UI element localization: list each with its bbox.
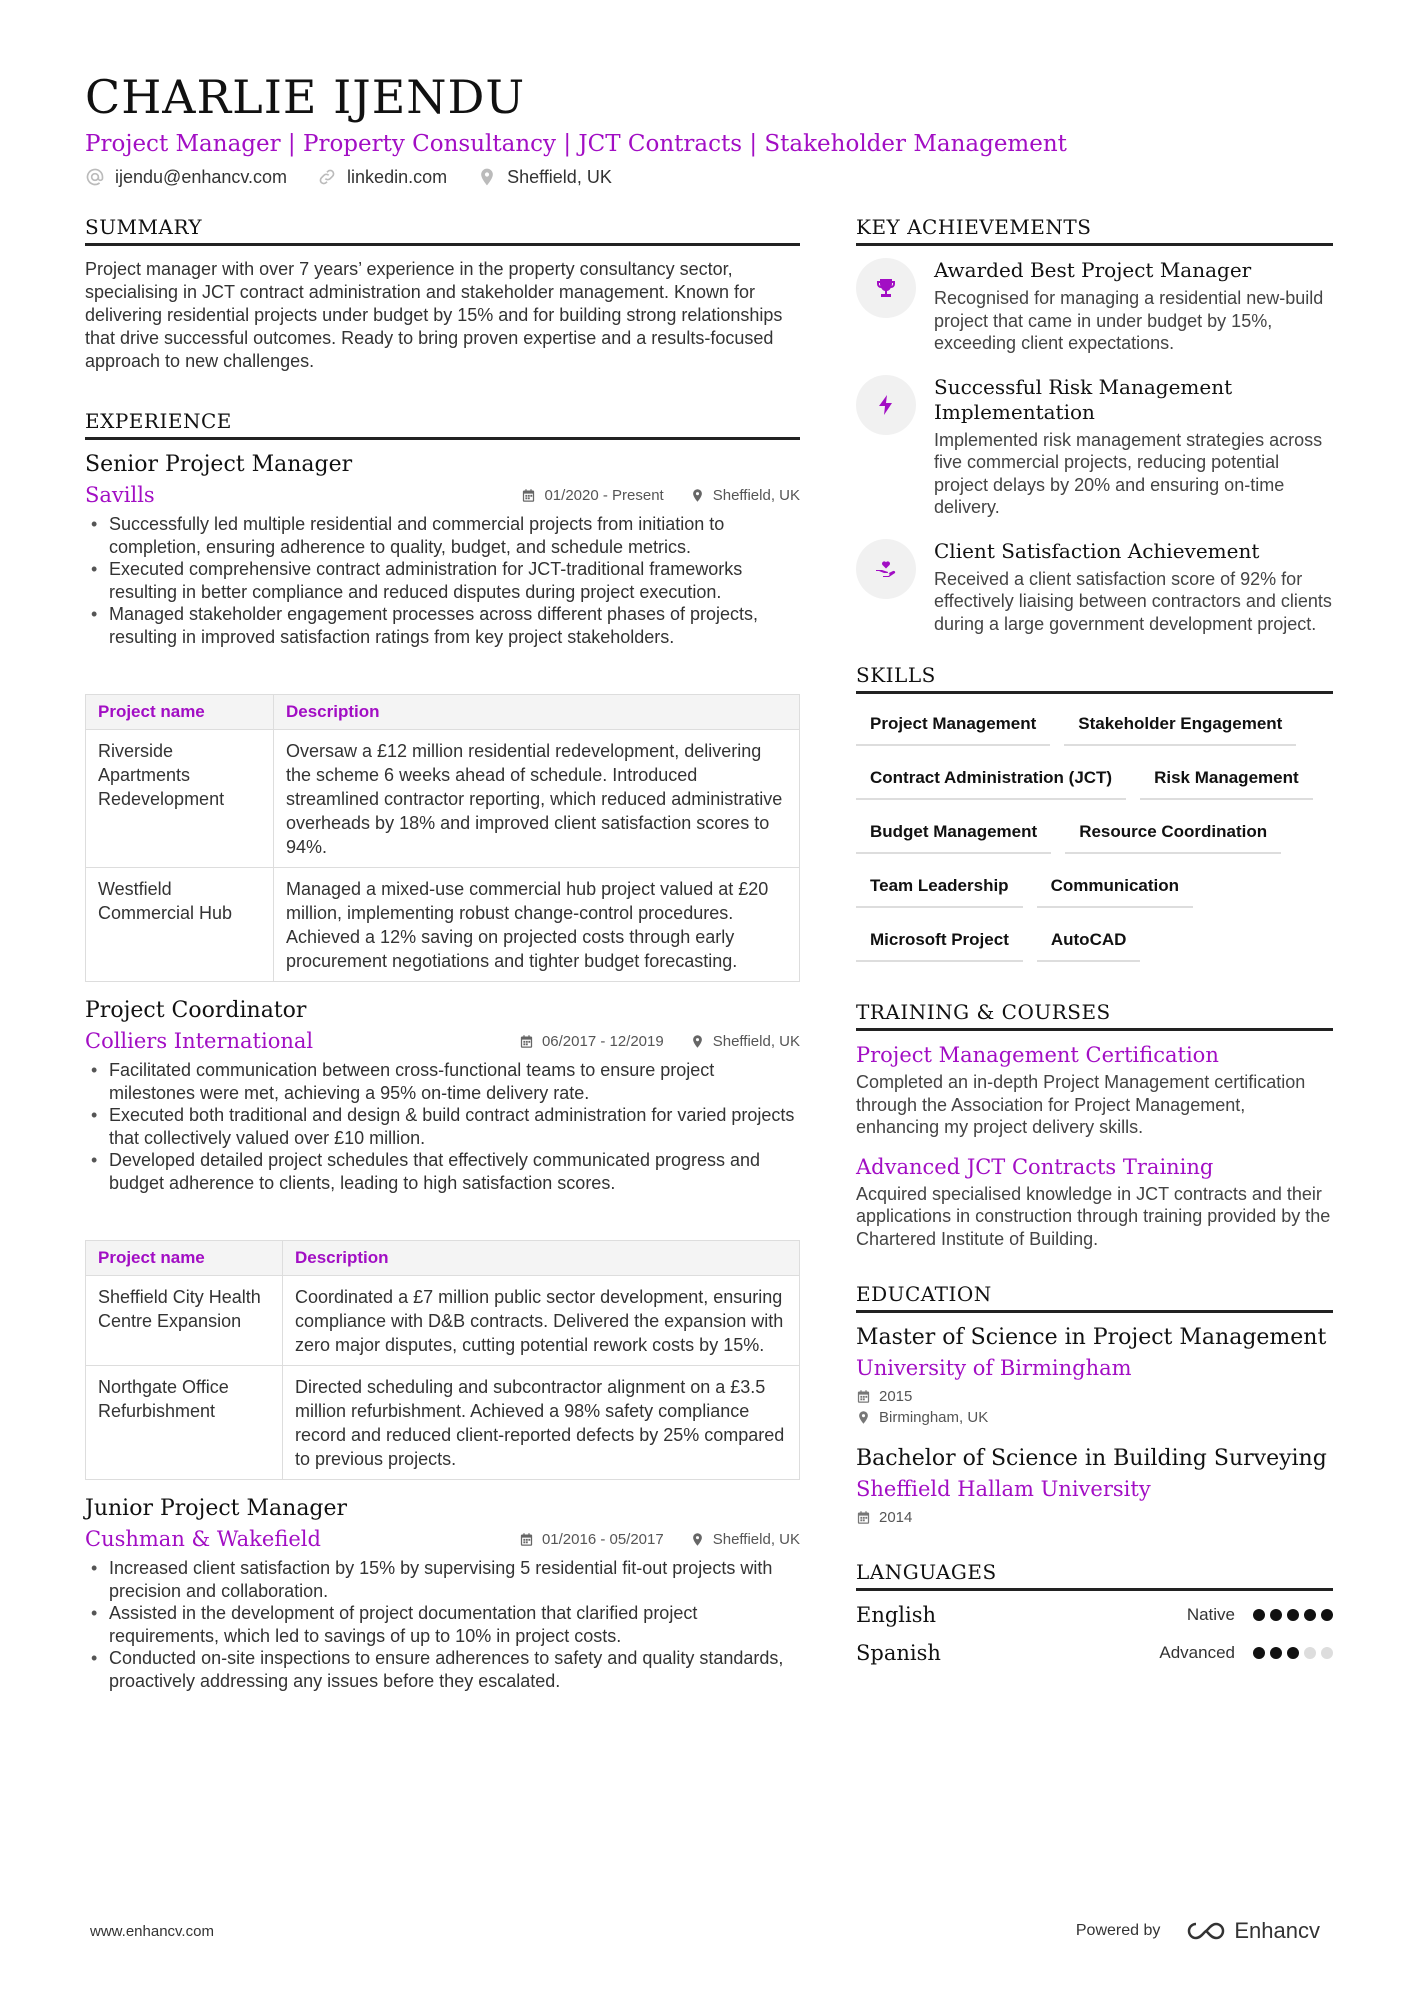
skill-tag: Microsoft Project	[856, 922, 1023, 962]
skill-tag: AutoCAD	[1037, 922, 1141, 962]
language-name: English	[856, 1603, 937, 1627]
resume-header	[85, 72, 1325, 188]
summary-text: Project manager with over 7 years’ experience in the property consultancy sector, specialising in JCT contract administration and stakeholder management. Known for delivering residential projects under budget by 15% and for building strong relationships that drive successful outcomes. Ready to bring proven expertise and a results-focused approach to new challenges.	[85, 259, 783, 371]
training-heading: TRAINING & COURSES	[856, 1000, 1333, 1031]
location-pin-icon	[477, 167, 497, 187]
job-title: Junior Project Manager	[85, 1496, 348, 1521]
project-desc-cell: Directed scheduling and subcontractor alignment on a £3.5 million refurbishment. Achieved a 98% safety compliance record and reduced client-reported defects by 25% compared to previous projects.	[283, 1366, 800, 1480]
education-item	[856, 1325, 1333, 1426]
powered-by-label: Powered by	[1075, 1922, 1161, 1939]
project-desc-cell: Oversaw a £12 million residential redevelopment, delivering the scheme 6 weeks ahead of schedule. Introduced streamlined contractor reporting, which reduced administrative overheads by 18% and improved client satisfaction scores to 94%.	[274, 730, 800, 868]
achievement-item	[856, 258, 1333, 355]
achievement-item	[856, 375, 1333, 519]
page-footer	[90, 1918, 1320, 1944]
calendar-icon	[521, 488, 536, 503]
dot-filled	[1253, 1647, 1265, 1659]
dot-filled	[1321, 1609, 1333, 1621]
dot-filled	[1253, 1609, 1265, 1621]
dot-filled	[1304, 1609, 1316, 1621]
job-location	[690, 1033, 800, 1050]
email-text: ijendu@enhancv.com	[115, 166, 288, 187]
skills-heading: SKILLS	[856, 663, 1333, 694]
project-name-cell: Northgate Office Refurbishment	[86, 1366, 283, 1480]
location-text: Sheffield, UK	[507, 166, 612, 187]
bullet-item: • Executed both traditional and design & build contract administration for varied projects that collectively valued over £10 million.	[85, 1104, 800, 1149]
course-item	[856, 1155, 1333, 1251]
degree-title: Master of Science in Project Management	[856, 1325, 1327, 1350]
education-item	[856, 1446, 1333, 1526]
lightning-icon	[874, 393, 898, 417]
education-year	[856, 1509, 1333, 1526]
project-name-cell: Sheffield City Health Centre Expansion	[86, 1276, 283, 1366]
dot-filled	[1287, 1609, 1299, 1621]
location-pin-icon	[690, 488, 705, 503]
project-desc-cell: Managed a mixed-use commercial hub project valued at £20 million, implementing robust change-control procedures. Achieved a 12% saving on projected costs through early procurement negotiations and tighter budget forecasting.	[274, 868, 800, 982]
bullet-item: • Executed comprehensive contract administration for JCT-traditional frameworks resulting in better compliance and reduced disputes during project execution.	[85, 558, 800, 603]
achievements-heading: KEY ACHIEVEMENTS	[856, 215, 1333, 246]
skill-tag: Team Leadership	[856, 868, 1023, 908]
job-location-text: Sheffield, UK	[712, 1032, 800, 1050]
job-dates-text: 01/2016 - 05/2017	[541, 1530, 664, 1548]
skill-tag: Contract Administration (JCT)	[856, 760, 1126, 800]
experience-heading: EXPERIENCE	[85, 409, 800, 440]
proficiency-dots	[1253, 1647, 1333, 1659]
school-name: University of Birmingham	[856, 1356, 1132, 1380]
achievement-desc: Received a client satisfaction score of 92% for effectively liaising between contractors and clients during a large government development project.	[934, 568, 1332, 634]
skill-tag: Resource Coordination	[1065, 814, 1281, 854]
column-header-project-name: Project name	[86, 695, 274, 730]
course-desc: Acquired specialised knowledge in JCT contracts and their applications in construction through training provided by the Chartered Institute of Building.	[856, 1183, 1331, 1249]
dot-empty	[1304, 1647, 1316, 1659]
candidate-name: CHARLIE IJENDU	[85, 70, 526, 124]
skill-tag: Project Management	[856, 706, 1050, 746]
dot-filled	[1270, 1647, 1282, 1659]
education-year-text: 2015	[879, 1388, 913, 1405]
education-location-text: Birmingham, UK	[879, 1409, 989, 1426]
degree-title: Bachelor of Science in Building Surveying	[856, 1446, 1327, 1471]
job-location-text: Sheffield, UK	[712, 1530, 800, 1548]
table-row	[86, 1366, 800, 1480]
language-level: Advanced	[1159, 1643, 1235, 1662]
contact-bar	[85, 167, 1325, 188]
language-level: Native	[1186, 1605, 1235, 1624]
job-title: Senior Project Manager	[85, 452, 353, 477]
column-header-description: Description	[274, 695, 800, 730]
at-icon	[85, 167, 105, 187]
contact-linkedin[interactable]	[317, 167, 447, 188]
achievement-desc: Recognised for managing a residential new-build project that came in under budget by 15%, exceeding client expectations.	[934, 288, 1324, 353]
job-dates-text: 06/2017 - 12/2019	[541, 1032, 664, 1050]
course-title: Project Management Certification	[856, 1043, 1219, 1067]
job-bullets	[85, 1557, 800, 1692]
achievement-icon-circle	[856, 375, 916, 435]
left-column	[85, 215, 800, 1692]
language-name: Spanish	[856, 1641, 941, 1665]
linkedin-text: linkedin.com	[347, 166, 448, 187]
company-name: Savills	[85, 483, 155, 507]
job-dates	[519, 1531, 664, 1548]
job-dates-text: 01/2020 - Present	[544, 486, 664, 504]
achievement-desc: Implemented risk management strategies across five commercial projects, reducing potential project delays by 20% and ensuring on-time delivery.	[934, 429, 1323, 517]
language-row	[856, 1641, 1333, 1665]
headline: Project Manager | Property Consultancy | JCT Contracts | Stakeholder Management	[85, 130, 1067, 157]
education-year	[856, 1388, 1333, 1405]
table-row	[86, 730, 800, 868]
dot-empty	[1321, 1647, 1333, 1659]
calendar-icon	[519, 1034, 534, 1049]
link-icon	[317, 167, 337, 187]
projects-table	[85, 694, 800, 982]
language-row	[856, 1603, 1333, 1627]
bullet-item: • Conducted on-site inspections to ensure adherences to safety and quality standards, proactively addressing any issues before they escalated.	[85, 1647, 800, 1692]
education-location	[856, 1409, 1333, 1426]
bullet-item: • Managed stakeholder engagement processes across different phases of projects, resulting in improved satisfaction ratings from key project stakeholders.	[85, 603, 800, 648]
summary-heading: SUMMARY	[85, 215, 800, 246]
project-name-cell: Westfield Commercial Hub	[86, 868, 274, 982]
school-name: Sheffield Hallam University	[856, 1477, 1151, 1501]
job-bullets	[85, 1059, 800, 1194]
course-title: Advanced JCT Contracts Training	[856, 1154, 1214, 1179]
company-name: Cushman & Wakefield	[85, 1527, 321, 1551]
skills-list	[856, 706, 1333, 962]
languages-heading: LANGUAGES	[856, 1560, 1333, 1591]
infinity-logo-icon	[1186, 1920, 1226, 1942]
achievement-title: Client Satisfaction Achievement	[934, 538, 1260, 563]
projects-table	[85, 1240, 800, 1480]
contact-location	[477, 167, 612, 188]
project-desc-cell: Coordinated a £7 million public sector development, ensuring compliance with D&B contracts. Delivered the expansion with zero major disputes, cutting potential rework costs by 15%.	[283, 1276, 800, 1366]
achievement-icon-circle	[856, 258, 916, 318]
calendar-icon	[856, 1510, 871, 1525]
bullet-item: • Assisted in the development of project documentation that clarified project requirements, which led to savings of up to 10% in project costs.	[85, 1602, 800, 1647]
company-name: Colliers International	[85, 1029, 314, 1053]
skill-tag: Communication	[1037, 868, 1193, 908]
job-dates	[519, 1033, 664, 1050]
job-title: Project Coordinator	[85, 998, 307, 1023]
table-row	[86, 1276, 800, 1366]
dot-filled	[1287, 1647, 1299, 1659]
column-header-description: Description	[283, 1241, 800, 1276]
location-pin-icon	[690, 1532, 705, 1547]
course-item	[856, 1043, 1333, 1139]
education-heading: EDUCATION	[856, 1282, 1333, 1313]
course-desc: Completed an in-depth Project Management certification through the Association for Project Management, enhancing my project delivery skills.	[856, 1072, 1306, 1137]
right-column	[856, 215, 1333, 1665]
bullet-item: • Facilitated communication between cross-functional teams to ensure project milestones were met, achieving a 95% on-time delivery rate.	[85, 1059, 800, 1104]
table-row	[86, 868, 800, 982]
job-entry	[85, 998, 800, 1480]
calendar-icon	[856, 1389, 871, 1404]
skill-tag: Stakeholder Engagement	[1064, 706, 1296, 746]
contact-email[interactable]	[85, 167, 287, 188]
footer-site-link[interactable]: www.enhancv.com	[90, 1922, 214, 1940]
education-year-text: 2014	[879, 1509, 913, 1526]
location-pin-icon	[690, 1034, 705, 1049]
brand-name: Enhancv	[1234, 1918, 1320, 1943]
project-name-cell: Riverside Apartments Redevelopment	[86, 730, 274, 868]
job-entry	[85, 452, 800, 982]
job-bullets	[85, 513, 800, 648]
hand-heart-icon	[874, 557, 898, 581]
bullet-item: • Developed detailed project schedules that effectively communicated progress and budget adherence to clients, leading to high satisfaction scores.	[85, 1149, 800, 1194]
skill-tag: Risk Management	[1140, 760, 1313, 800]
achievement-item	[856, 539, 1333, 636]
achievement-icon-circle	[856, 539, 916, 599]
bullet-item: • Increased client satisfaction by 15% by supervising 5 residential fit-out projects with precision and collaboration.	[85, 1557, 800, 1602]
achievement-title: Awarded Best Project Manager	[934, 258, 1252, 282]
job-location	[690, 487, 800, 504]
skill-tag: Budget Management	[856, 814, 1051, 854]
enhancv-logo[interactable]	[1186, 1918, 1320, 1944]
trophy-icon	[874, 276, 898, 300]
calendar-icon	[519, 1532, 534, 1547]
job-location	[690, 1531, 800, 1548]
job-location-text: Sheffield, UK	[712, 486, 800, 504]
bullet-item: • Successfully led multiple residential and commercial projects from initiation to completion, ensuring adherence to quality, budget, and schedule metrics.	[85, 513, 800, 558]
column-header-project-name: Project name	[86, 1241, 283, 1276]
achievement-title: Successful Risk Management Implementation	[934, 374, 1233, 424]
proficiency-dots	[1253, 1609, 1333, 1621]
location-pin-icon	[856, 1410, 871, 1425]
job-entry	[85, 1496, 800, 1692]
dot-filled	[1270, 1609, 1282, 1621]
job-dates	[521, 487, 663, 504]
